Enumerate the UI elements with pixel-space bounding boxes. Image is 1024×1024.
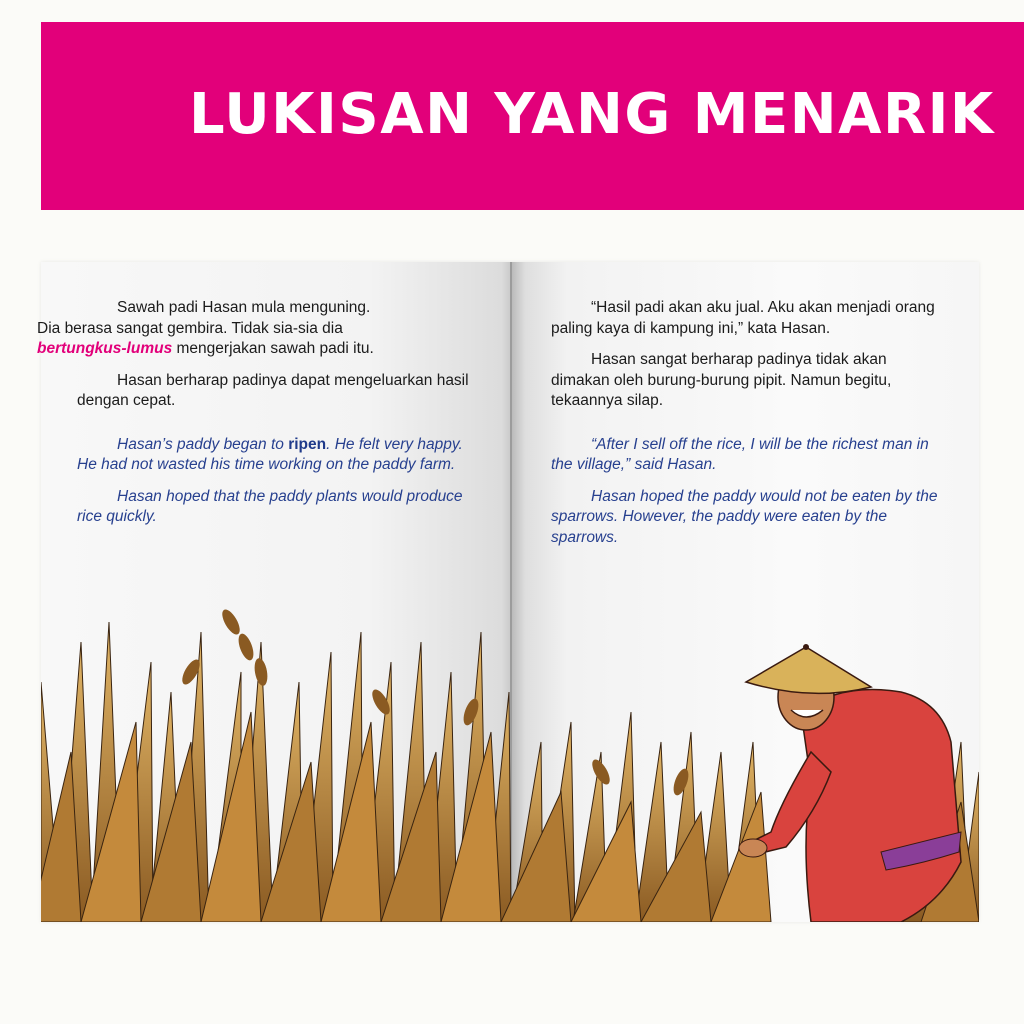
- malay-line: Dia berasa sangat gembira. Tidak sia-sia dia: [37, 319, 343, 337]
- keyword-ripen: ripen: [288, 435, 327, 453]
- title-banner: [41, 22, 1024, 210]
- paddy-field-illustration: [41, 602, 979, 922]
- english-paragraph-1: [77, 435, 477, 476]
- malay-line: Sawah padi Hasan mula menguning.: [117, 299, 371, 316]
- english-text: . He felt very happy. He had not wasted his time working on the paddy farm.: [77, 435, 463, 473]
- farmer-hasan: [739, 644, 961, 922]
- english-paragraph-3: “After I sell off the rice, I will be the richest man in the village,” said Hasan.: [551, 435, 929, 473]
- english-paragraph-2: Hasan hoped that the paddy plants would produce rice quickly.: [77, 487, 463, 525]
- right-page-text: [551, 298, 947, 559]
- left-page-text: [37, 298, 477, 539]
- open-book: [37, 262, 979, 922]
- malay-paragraph-2: Hasan berharap padinya dapat mengeluarkan hasil dengan cepat.: [77, 371, 469, 409]
- malay-line: mengerjakan sawah padi itu.: [172, 340, 374, 357]
- malay-paragraph-3: “Hasil padi akan aku jual. Aku akan menjadi orang paling kaya di kampung ini,” kata Hasan.: [551, 299, 935, 337]
- english-paragraph-4: Hasan hoped the paddy would not be eaten by the sparrows. However, the paddy were eaten by the sparrows.: [551, 487, 938, 546]
- keyword-bertungkus-lumus: bertungkus-lumus: [37, 340, 173, 357]
- english-text: Hasan’s paddy began to: [117, 435, 289, 453]
- malay-paragraph-1: [37, 298, 477, 360]
- page-title: LUKISAN YANG MENARIK: [189, 82, 995, 147]
- malay-paragraph-4: Hasan sangat berharap padinya tidak akan dimakan oleh burung-burung pipit. Namun begitu, tekaannya silap.: [551, 351, 892, 409]
